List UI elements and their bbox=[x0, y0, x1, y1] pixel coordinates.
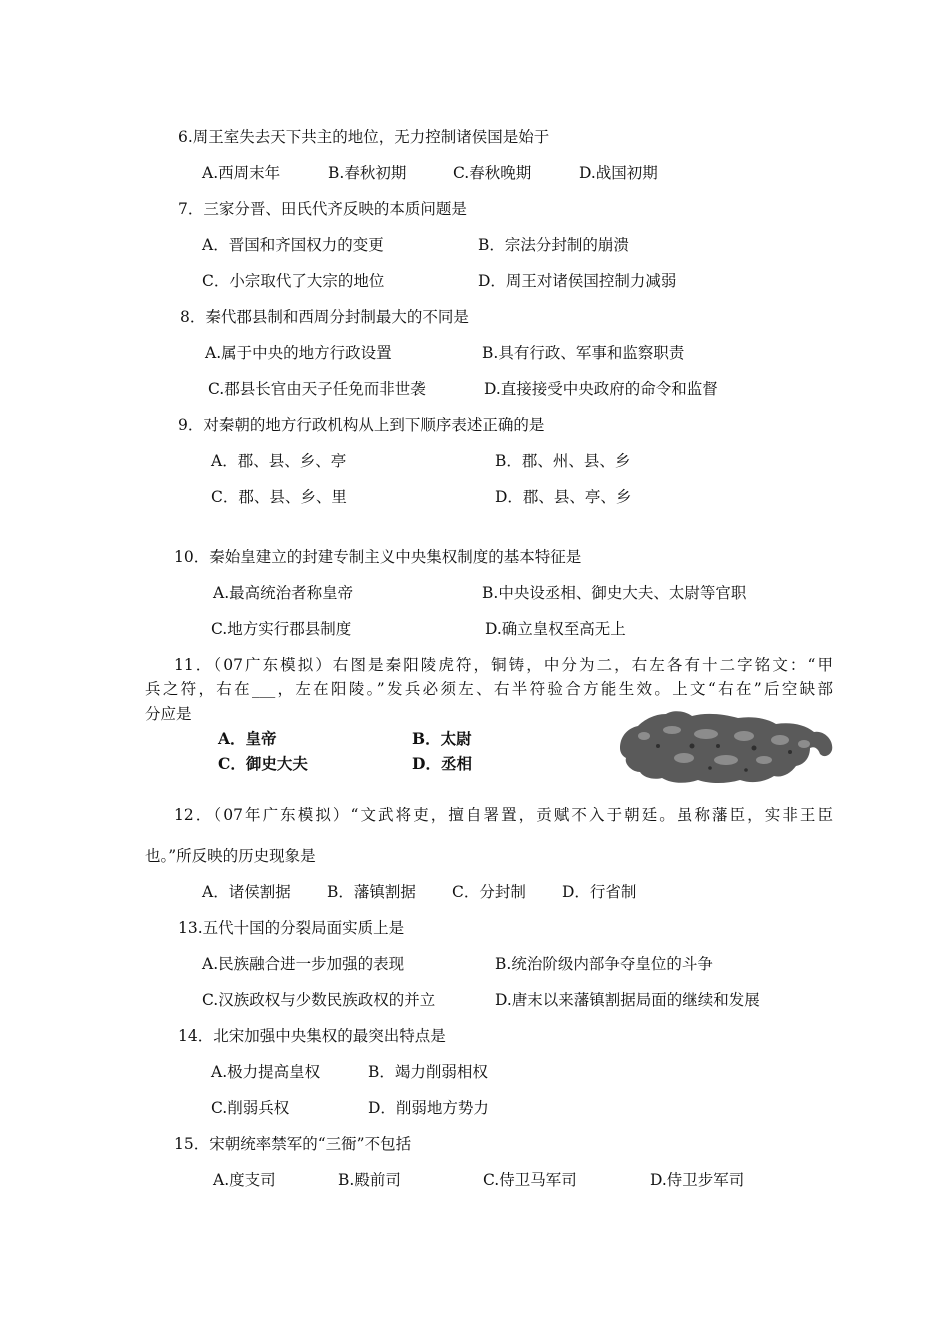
question-8-stem: 8．秦代郡县制和西周分封制最大的不同是 bbox=[180, 308, 469, 326]
question-7-stem: 7．三家分晋、田氏代齐反映的本质问题是 bbox=[178, 200, 467, 218]
question-7-option-c: C．小宗取代了大宗的地位 bbox=[202, 272, 385, 290]
question-14-option-a: A.极力提高皇权 bbox=[211, 1063, 321, 1081]
question-15-option-c: C.侍卫马军司 bbox=[483, 1171, 577, 1189]
question-12-option-a: A．诸侯割据 bbox=[202, 883, 291, 901]
question-8-option-a: A.属于中央的地方行政设置 bbox=[205, 344, 392, 362]
question-12-option-d: D．行省制 bbox=[562, 883, 637, 901]
question-8-option-c: C.郡县长官由天子任免而非世袭 bbox=[208, 380, 426, 398]
question-11-stem-line-1: 11．（07广东模拟）右图是秦阳陵虎符，铜铸，中分为二，右左各有十二字铭文：“甲 bbox=[174, 656, 833, 674]
question-7-option-a: A．晋国和齐国权力的变更 bbox=[202, 236, 384, 254]
question-13-option-c: C.汉族政权与少数民族政权的并立 bbox=[202, 991, 436, 1009]
question-15-option-d: D.侍卫步军司 bbox=[650, 1171, 745, 1189]
question-9-option-d: D．郡、县、亭、乡 bbox=[495, 488, 632, 506]
question-7-option-b: B．宗法分封制的崩溃 bbox=[478, 236, 629, 254]
question-10-option-b: B.中央设丞相、御史大夫、太尉等官职 bbox=[482, 584, 747, 602]
question-7-option-d: D．周王对诸侯国控制力减弱 bbox=[478, 272, 677, 290]
question-10-option-d: D.确立皇权至高无上 bbox=[485, 620, 626, 638]
question-11-option-a: A．皇帝 bbox=[218, 729, 277, 748]
question-12-option-c: C．分封制 bbox=[452, 883, 526, 901]
question-6-option-d: D.战国初期 bbox=[579, 164, 658, 182]
question-11-stem-line-2: 兵之符，右在___，左在阳陵。”发兵必须左、右半符验合方能生效。上文“右在”后空缺部 bbox=[145, 680, 833, 698]
question-6-option-b: B.春秋初期 bbox=[328, 164, 407, 182]
question-14-option-b: B．竭力削弱相权 bbox=[368, 1063, 488, 1081]
question-11-option-c: C．御史大夫 bbox=[218, 754, 308, 773]
question-12-stem-line-1: 12．（07年广东模拟）“文武将吏，擅自署置，贡赋不入于朝廷。虽称藩臣，实非王臣 bbox=[174, 806, 833, 824]
question-11-option-d: D．丞相 bbox=[412, 754, 472, 773]
question-15-option-b: B.殿前司 bbox=[338, 1171, 401, 1189]
question-13-option-a: A.民族融合进一步加强的表现 bbox=[202, 955, 405, 973]
question-8-option-b: B.具有行政、军事和监察职责 bbox=[482, 344, 685, 362]
question-14-option-d: D．削弱地方势力 bbox=[368, 1099, 489, 1117]
question-11-option-b: B．太尉 bbox=[412, 729, 472, 748]
question-14-stem: 14．北宋加强中央集权的最突出特点是 bbox=[178, 1027, 446, 1045]
question-13-option-d: D.唐末以来藩镇割据局面的继续和发展 bbox=[495, 991, 760, 1009]
question-8-option-d: D.直接接受中央政府的命令和监督 bbox=[484, 380, 718, 398]
question-6-option-a: A.西周末年 bbox=[202, 164, 281, 182]
question-9-stem: 9．对秦朝的地方行政机构从上到下顺序表述正确的是 bbox=[178, 416, 545, 434]
question-12-stem-line-2: 也。”所反映的历史现象是 bbox=[145, 847, 316, 865]
question-9-option-a: A．郡、县、乡、亭 bbox=[211, 452, 347, 470]
question-12-option-b: B．藩镇割据 bbox=[327, 883, 416, 901]
question-13-stem: 13.五代十国的分裂局面实质上是 bbox=[178, 919, 405, 937]
question-9-option-c: C．郡、县、乡、里 bbox=[211, 488, 347, 506]
question-6-option-c: C.春秋晚期 bbox=[453, 164, 532, 182]
question-15-stem: 15．宋朝统率禁军的“三衙”不包括 bbox=[174, 1135, 412, 1153]
question-10-option-c: C.地方实行郡县制度 bbox=[211, 620, 352, 638]
question-10-option-a: A.最高统治者称皇帝 bbox=[213, 584, 354, 602]
question-13-option-b: B.统治阶级内部争夺皇位的斗争 bbox=[495, 955, 713, 973]
question-14-option-c: C.削弱兵权 bbox=[211, 1099, 290, 1117]
question-15-option-a: A.度支司 bbox=[213, 1171, 276, 1189]
question-6-stem: 6.周王室失去天下共主的地位，无力控制诸侯国是始于 bbox=[178, 128, 550, 146]
question-11-stem-line-3: 分应是 bbox=[145, 705, 192, 723]
question-9-option-b: B．郡、州、县、乡 bbox=[495, 452, 631, 470]
question-10-stem: 10．秦始皇建立的封建专制主义中央集权制度的基本特征是 bbox=[174, 548, 582, 566]
tiger-tally-image bbox=[614, 700, 840, 792]
